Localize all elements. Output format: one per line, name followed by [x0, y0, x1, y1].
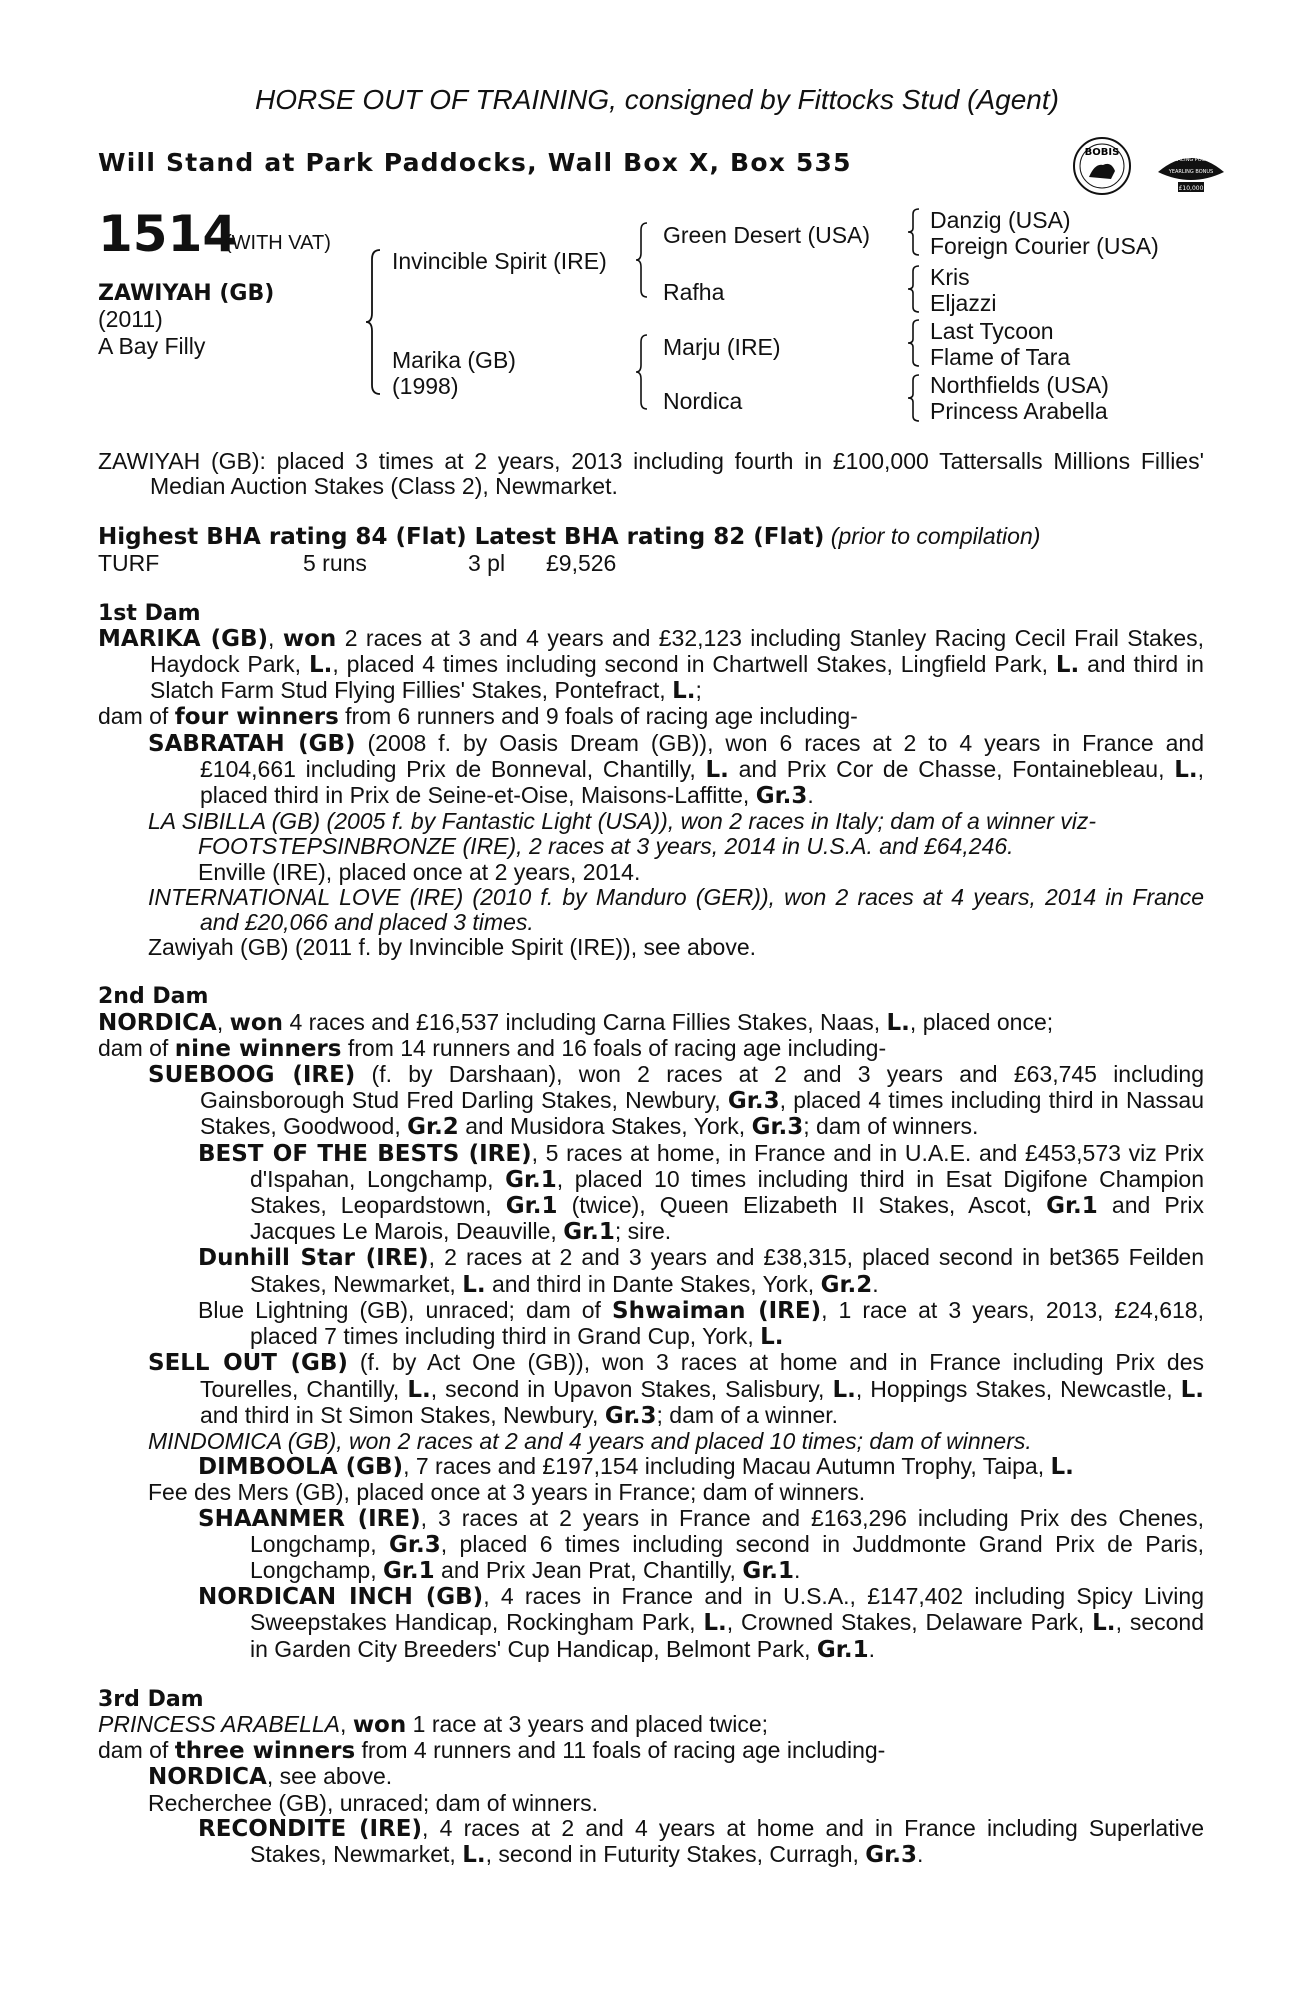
grade: L. [1055, 652, 1080, 679]
turf-surface: TURF [98, 549, 160, 576]
stand-location: Will Stand at Park Paddocks, Wall Box X, Box 535 [98, 148, 852, 177]
bha-rating [98, 524, 1204, 550]
grade: Gr.1 [816, 1636, 869, 1663]
txt: and third in Dante Stakes, York, [485, 1270, 821, 1297]
pedigree-sire: Invincible Spirit (IRE) [392, 248, 607, 274]
second-dam-name: NORDICA [98, 1009, 217, 1036]
bha-rating-note: (prior to compilation) [830, 523, 1041, 550]
second-dam-entry [98, 1010, 1204, 1036]
pedigree-brace-gg3 [906, 318, 922, 368]
txt: (f. by Act One (GB)), won 3 races at home and in France including Prix des Tourelles, Chantilly, [200, 1349, 1205, 1402]
txt: from 4 runners and 11 foals of racing age including- [355, 1737, 886, 1764]
txt: , [216, 1008, 230, 1035]
grade: L. [1174, 756, 1198, 783]
produce-recondite [98, 1816, 1204, 1868]
txt: , placed 6 times including second in Juddmonte Grand Prix de Paris, Longchamp, [250, 1530, 1204, 1583]
turf-placed: 3 pl [468, 549, 506, 576]
produce-name: SHAANMER (IRE) [198, 1505, 421, 1532]
first-dam-name: MARIKA (GB) [98, 625, 269, 652]
txt: and Prix Cor de Chasse, Fontainebleau, [728, 755, 1175, 782]
grade: L. [462, 1271, 486, 1298]
produce-name: SUEBOOG (IRE) [148, 1062, 356, 1089]
vat-note: (WITH VAT) [225, 232, 331, 254]
lot-number: 1514 [98, 205, 238, 263]
txt: , [268, 624, 283, 651]
produce-zawiyah: Zawiyah (GB) (2011 f. by Invincible Spirit (IRE)), see above. [148, 934, 757, 961]
txt: , placed 4 times including second in Chartwell Stakes, Lingfield Park, [332, 651, 1056, 678]
txt: and Prix Jean Prat, Chantilly, [434, 1556, 743, 1583]
grade: L. [462, 1841, 486, 1868]
txt: dam of [98, 703, 175, 730]
produce-footstepsinbronze: FOOTSTEPSINBRONZE (IRE), 2 races at 3 years, 2014 in U.S.A. and £64,246. [198, 833, 1014, 860]
produce-name: Shwaiman (IRE) [612, 1297, 822, 1324]
txt: , Crowned Stakes, Delaware Park, [726, 1609, 1093, 1636]
pedigree-gg-1: Danzig (USA) [930, 207, 1071, 233]
txt: (2008 f. by Oasis Dream (GB)), won 6 races at 2 to 4 years in France and £104,661 including Prix de Bonneval, Chantilly, [200, 729, 1204, 782]
second-dam-produce-summary [98, 1036, 1204, 1062]
txt: Blue Lightning (GB), unraced; dam of [198, 1296, 612, 1323]
bobis-logo-icon [1071, 135, 1133, 197]
grade: L. [1180, 1376, 1204, 1403]
txt: and Prix Jacques Le Marois, Deauville, [250, 1192, 1204, 1245]
produce-name: RECONDITE (IRE) [198, 1815, 422, 1842]
txt: , placed 4 times including third in Nassau Stakes, Goodwood, [200, 1087, 1204, 1140]
pedigree-gg-8: Princess Arabella [930, 398, 1108, 424]
pedigree-gg-2: Foreign Courier (USA) [930, 233, 1159, 259]
txt: (f. by Darshaan), won 2 races at 2 and 3 years and £63,745 including Gainsborough Stud Fred Darling Stakes, Newbury, [200, 1061, 1204, 1114]
racing-post-bonus-icon [1154, 140, 1228, 202]
produce-fee-des-mers: Fee des Mers (GB), placed once at 3 years in France; dam of winners. [148, 1479, 866, 1506]
pedigree-brace-gg4 [906, 373, 922, 423]
won-label: won [229, 1009, 284, 1036]
txt: . [868, 1635, 875, 1662]
pedigree-dam: Marika (GB) [392, 347, 516, 373]
grade: L. [1092, 1610, 1116, 1637]
produce-blue-lightning [98, 1298, 1204, 1350]
horse-description: A Bay Filly [98, 333, 206, 359]
produce-name: NORDICAN INCH (GB) [198, 1584, 484, 1611]
txt: , placed 10 times including third in Esat Digifone Champion Stakes, Leopardstown, [250, 1165, 1204, 1219]
txt: ; [695, 677, 702, 704]
txt: . [794, 1556, 801, 1583]
produce-sabratah [98, 731, 1204, 810]
winners-count: four winners [174, 704, 339, 731]
pedigree-brace-main [364, 247, 384, 397]
txt: . [916, 1840, 924, 1867]
produce-la-sibilla: LA SIBILLA (GB) (2005 f. by Fantastic Light (USA)), won 2 races in Italy; dam of a winner viz- [148, 808, 1097, 835]
produce-best-of-the-bests [98, 1141, 1204, 1246]
second-dam-heading: 2nd Dam [98, 984, 209, 1010]
produce-name: SABRATAH (GB) [148, 730, 356, 757]
grade: Gr.3 [604, 1402, 657, 1429]
grade: Gr.3 [755, 783, 808, 810]
produce-nordican-inch [98, 1584, 1204, 1663]
produce-name: DIMBOOLA (GB) [198, 1454, 404, 1481]
txt: 4 races and £16,537 including Carna Fillies Stakes, Naas, [283, 1008, 887, 1035]
bha-rating-bold: Highest BHA rating 84 (Flat) Latest BHA rating 82 (Flat) [98, 524, 825, 551]
grade: Gr.3 [751, 1114, 804, 1141]
txt: , 1 race at 3 years, 2013, £24,618, placed 7 times including third in Grand Cup, York, [250, 1296, 1204, 1350]
grade: Gr.1 [742, 1557, 795, 1584]
txt: , [340, 1710, 353, 1737]
produce-name: BEST OF THE BESTS (IRE) [198, 1140, 532, 1167]
bobis-logo-text: BOBIS [1084, 147, 1120, 158]
won-label: won [352, 1711, 407, 1738]
pedigree-gg-4: Eljazzi [930, 290, 997, 316]
grade: Gr.1 [505, 1193, 558, 1220]
pedigree-sire-sire: Green Desert (USA) [663, 222, 871, 248]
grade: Gr.2 [407, 1114, 459, 1141]
txt: and third in St Simon Stakes, Newbury, [200, 1401, 605, 1428]
grade: L. [705, 756, 729, 783]
produce-recherchee: Recherchee (GB), unraced; dam of winners. [148, 1789, 598, 1816]
pedigree-brace-sire [634, 220, 650, 300]
consignment-title: HORSE OUT OF TRAINING, consigned by Fittocks Stud (Agent) [255, 84, 1059, 115]
txt: ; sire. [614, 1218, 672, 1245]
pedigree-dam-year: (1998) [392, 373, 459, 399]
txt: , 3 races at 2 years in France and £163,296 including Prix des Chenes, Longchamp, [250, 1504, 1205, 1557]
rp-logo-line1: RACING POST [1174, 157, 1208, 163]
txt: . [872, 1270, 879, 1297]
produce-dimboola [98, 1454, 1204, 1480]
txt: dam of [98, 1737, 175, 1764]
txt: , placed third in Prix de Seine-et-Oise, Maisons-Laffitte, [200, 755, 1205, 809]
grade: L. [308, 652, 333, 679]
pedigree-sire-dam: Rafha [663, 279, 725, 305]
txt: , 5 races at home, in France and in U.A.E. and £453,573 viz Prix d'Ispahan, Longchamp, [250, 1139, 1204, 1192]
first-dam-heading: 1st Dam [98, 600, 201, 626]
grade: Gr.3 [865, 1841, 917, 1868]
produce-mindomica: MINDOMICA (GB), won 2 races at 2 and 4 years and placed 10 times; dam of winners. [148, 1427, 1032, 1454]
grade: Gr.2 [820, 1271, 873, 1298]
pedigree-brace-gg1 [906, 207, 922, 257]
grade: L. [886, 1009, 910, 1036]
txt: , second in Garden City Breeders' Cup Handicap, Belmont Park, [250, 1609, 1204, 1662]
txt: (twice), Queen Elizabeth II Stakes, Ascot, [557, 1192, 1047, 1219]
catalogue-body [98, 449, 1204, 1868]
txt: from 6 runners and 9 foals of racing age including- [338, 703, 858, 730]
produce-shaanmer [98, 1506, 1204, 1585]
horse-year: (2011) [98, 306, 163, 332]
grade: L. [672, 678, 696, 705]
txt: , second in Futurity Stakes, Curragh, [485, 1840, 866, 1867]
rp-logo-line3: £10,000 [1178, 185, 1204, 192]
grade: Gr.1 [382, 1557, 435, 1584]
produce-nordica [98, 1764, 1204, 1790]
grade: Gr.3 [727, 1088, 780, 1115]
winners-count: three winners [174, 1738, 356, 1765]
pedigree-gg-7: Northfields (USA) [930, 372, 1109, 398]
turf-runs: 5 runs [303, 549, 367, 576]
won-label: won [282, 625, 337, 652]
txt: from 14 runners and 16 foals of racing age including- [341, 1034, 887, 1061]
txt: ; dam of winners. [803, 1113, 979, 1140]
produce-enville: Enville (IRE), placed once at 2 years, 2014. [198, 858, 641, 885]
txt: , second in Upavon Stakes, Salisbury, [430, 1375, 833, 1402]
pedigree-gg-3: Kris [930, 264, 970, 290]
third-dam-name: PRINCESS ARABELLA [98, 1710, 341, 1737]
produce-sueboog [98, 1062, 1204, 1141]
grade: Gr.1 [563, 1219, 615, 1246]
turf-record [98, 551, 1204, 576]
txt: 1 race at 3 years and placed twice; [406, 1710, 769, 1737]
txt: ; dam of a winner. [656, 1401, 839, 1428]
produce-name: Dunhill Star (IRE) [198, 1245, 429, 1272]
pedigree-dam-sire: Marju (IRE) [663, 334, 781, 360]
rp-logo-line2: YEARLING BONUS [1168, 169, 1214, 175]
txt: dam of [98, 1034, 175, 1061]
txt: and third in Slatch Farm Stud Flying Fillies' Stakes, Pontefract, [150, 651, 1204, 704]
third-dam-produce-summary [98, 1738, 1204, 1764]
pedigree-gg-5: Last Tycoon [930, 318, 1054, 344]
race-summary: ZAWIYAH (GB): placed 3 times at 2 years, 2013 including fourth in £100,000 Tattersalls Millions Fillies' Median Auction Stakes (Class 2), Newmarket. [98, 448, 1204, 500]
produce-sell-out [98, 1350, 1204, 1429]
txt: , placed once; [909, 1008, 1054, 1035]
txt: , see above. [266, 1763, 393, 1790]
turf-earnings: £9,526 [546, 549, 617, 576]
txt: , 4 races at 2 and 4 years at home and in France including Superlative Stakes, Newmarket, [250, 1814, 1204, 1867]
pedigree-brace-dam [634, 332, 650, 412]
pedigree-brace-gg2 [906, 264, 922, 314]
produce-dunhill-star [98, 1245, 1204, 1297]
txt: 2 races at 3 and 4 years and £32,123 including Stanley Racing Cecil Frail Stakes, Haydock Park, [150, 624, 1204, 678]
txt: . [807, 782, 814, 809]
third-dam-entry [98, 1712, 1204, 1738]
grade: Gr.1 [1046, 1193, 1098, 1220]
pedigree-gg-6: Flame of Tara [930, 344, 1071, 370]
grade: L. [1050, 1454, 1074, 1481]
txt: , Hoppings Stakes, Newcastle, [855, 1375, 1181, 1402]
grade: L. [703, 1610, 727, 1637]
grade: L. [760, 1324, 784, 1351]
txt: and Musidora Stakes, York, [458, 1113, 752, 1140]
grade: Gr.3 [389, 1531, 441, 1558]
grade: L. [407, 1376, 431, 1403]
horse-name: ZAWIYAH (GB) [98, 281, 275, 306]
txt: , 4 races in France and in U.S.A., £147,402 including Spicy Living Sweepstakes Handicap, Rockingham Park, [250, 1583, 1204, 1636]
winners-count: nine winners [174, 1035, 342, 1062]
first-dam-produce-summary [98, 704, 1204, 730]
third-dam-heading: 3rd Dam [98, 1686, 204, 1712]
txt: , 7 races and £197,154 including Macau Autumn Trophy, Taipa, [403, 1453, 1051, 1480]
pedigree-dam-dam: Nordica [663, 388, 743, 414]
produce-name: SELL OUT (GB) [148, 1350, 348, 1377]
first-dam-entry [98, 626, 1204, 705]
produce-name: NORDICA [148, 1764, 267, 1791]
txt: , 2 races at 2 and 3 years and £38,315, placed second in bet365 Feilden Stakes, Newmarket, [250, 1244, 1204, 1297]
grade: Gr.1 [505, 1166, 557, 1193]
grade: L. [832, 1376, 856, 1403]
produce-international-love: INTERNATIONAL LOVE (IRE) (2010 f. by Manduro (GER)), won 2 races at 4 years, 2014 in France and £20,066 and placed 3 times. [148, 883, 1204, 936]
